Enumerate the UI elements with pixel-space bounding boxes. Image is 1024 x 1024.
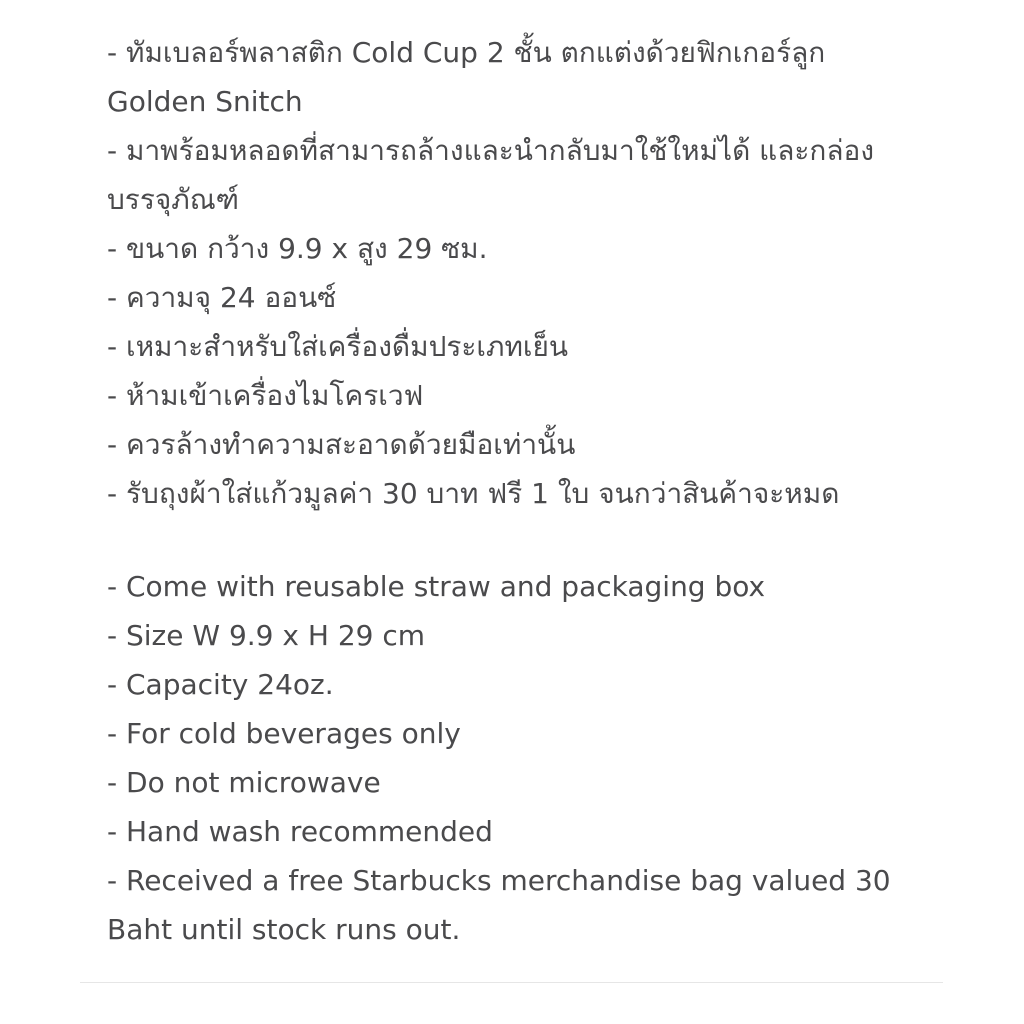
product-description [107,28,937,954]
bottom-divider [80,982,943,983]
thai-line: - เหมาะสำหรับใส่เครื่องดื่มประเภทเย็น [107,330,569,363]
english-line: Baht until stock runs out. [107,913,461,946]
thai-line: - ขนาด กว้าง 9.9 x สูง 29 ซม. [107,232,488,265]
english-line: - Capacity 24oz. [107,668,334,701]
thai-line: - ทัมเบลอร์พลาสติก Cold Cup 2 ชั้น ตกแต่งด้วยฟิกเกอร์ลูก [107,36,826,69]
english-line: - Do not microwave [107,766,381,799]
thai-line: - ห้ามเข้าเครื่องไมโครเวฟ [107,379,424,412]
english-line: - Size W 9.9 x H 29 cm [107,619,426,652]
thai-line: - มาพร้อมหลอดที่สามารถล้างและนำกลับมาใช้ใหม่ได้ และกล่อง [107,134,875,167]
english-line: - For cold beverages only [107,717,461,750]
section-gap [107,518,937,562]
english-line: - Hand wash recommended [107,815,493,848]
thai-line: - ความจุ 24 ออนซ์ [107,281,337,314]
thai-line: - ควรล้างทำความสะอาดด้วยมือเท่านั้น [107,428,576,461]
thai-line: - รับถุงผ้าใส่แก้วมูลค่า 30 บาท ฟรี 1 ใบ จนกว่าสินค้าจะหมด [107,477,840,510]
english-line: - Received a free Starbucks merchandise bag valued 30 [107,864,891,897]
english-line: - Come with reusable straw and packaging box [107,570,766,603]
thai-line: บรรจุภัณฑ์ [107,183,239,216]
thai-line: Golden Snitch [107,85,303,118]
